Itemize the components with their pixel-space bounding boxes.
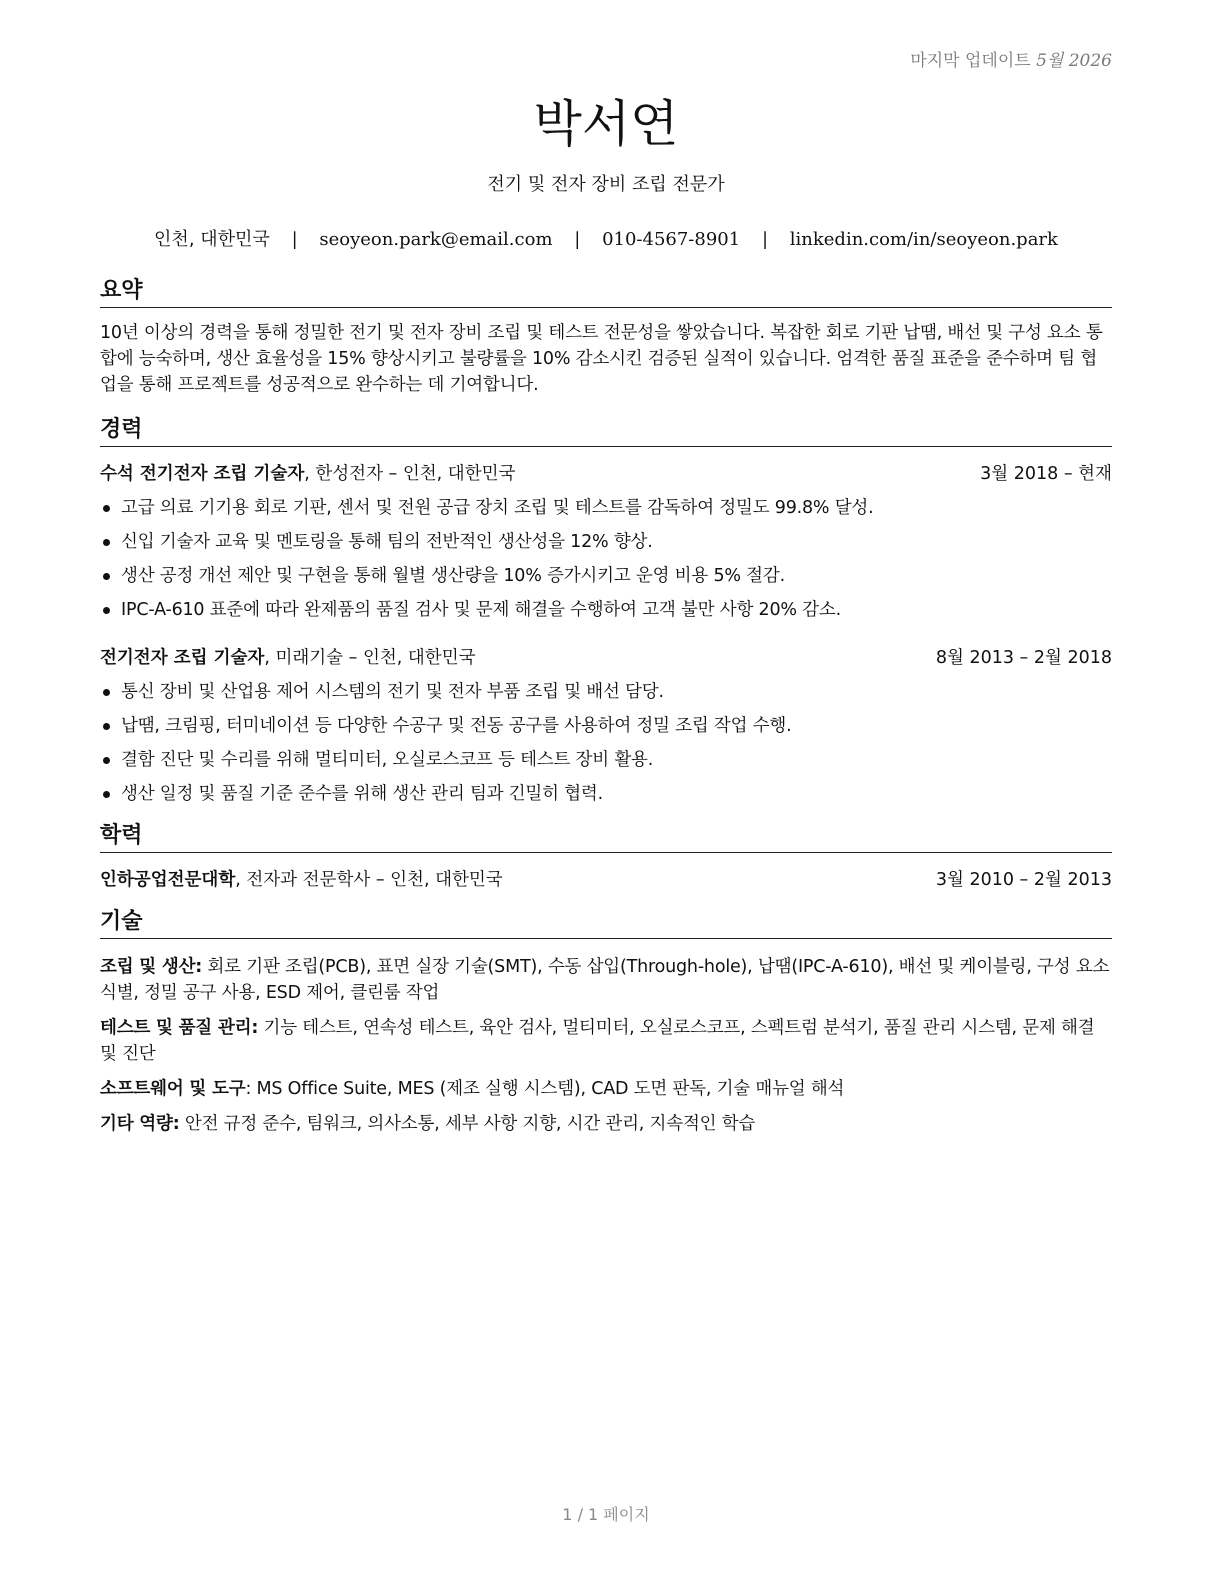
skills-section [100,908,1112,1146]
skill-label: 기타 역량: [100,1114,180,1134]
job-company: , 한성전자 – 인천, 대한민국 [304,464,516,484]
job-bullet: 통신 장비 및 산업용 제어 시스템의 전기 및 전자 부품 조립 및 배선 담당. [100,675,1112,709]
contact-separator: | [574,229,581,250]
job-bullet: 납땜, 크림핑, 터미네이션 등 다양한 수공구 및 전동 공구를 사용하여 정밀 조립 작업 수행. [100,709,1112,743]
skill-text: 안전 규정 준수, 팀워크, 의사소통, 세부 사항 지향, 시간 관리, 지속적인 학습 [179,1114,756,1134]
summary-section [100,277,1112,398]
summary-title: 요약 [100,277,1112,308]
skill-item [100,954,1112,1006]
skill-item [100,1111,1112,1137]
job-bullets [100,675,1112,811]
contact-linkedin-link[interactable]: linkedin.com/in/seoyeon.park [789,229,1058,250]
job-dates: 3월 2018 – 현재 [980,464,1112,484]
job-bullet: 생산 일정 및 품질 기준 준수를 위해 생산 관리 팀과 긴밀히 협력. [100,777,1112,811]
resume-page [100,0,1112,1584]
job-bullet: IPC-A-610 표준에 따라 완제품의 품질 검사 및 문제 해결을 수행하여 고객 불만 사항 20% 감소. [100,593,1112,627]
skills-list [100,954,1112,1137]
contact-phone: 010-4567-8901 [602,229,741,250]
contact-email-link[interactable]: seoyeon.park@email.com [319,229,553,250]
skill-label: 소프트웨어 및 도구 [100,1079,246,1099]
job-header [100,461,1112,487]
job-bullets [100,491,1112,627]
job-dates: 8월 2013 – 2월 2018 [935,648,1112,668]
job-bullet: 고급 의료 기기용 회로 기판, 센서 및 전원 공급 장치 조립 및 테스트를 감독하여 정밀도 99.8% 달성. [100,491,1112,525]
job-bullet: 생산 공정 개선 제안 및 구현을 통해 월별 생산량을 10% 증가시키고 운영 비용 5% 절감. [100,559,1112,593]
education-dates: 3월 2010 – 2월 2013 [935,870,1112,890]
job-entry [100,645,1112,811]
contact-separator: | [291,229,298,250]
job-bullet: 결함 진단 및 수리를 위해 멀티미터, 오실로스코프 등 테스트 장비 활용. [100,743,1112,777]
last-updated [910,46,1112,71]
last-updated-year: 2026 [1068,51,1112,71]
contact-separator: | [761,229,769,250]
last-updated-label: 마지막 업데이트 [910,51,1031,71]
skill-text: : MS Office Suite, MES (제조 실행 시스템), CAD 도면 판독, 기술 매뉴얼 해석 [245,1079,845,1099]
page-indicator: 1 / 1 페이지 [562,1505,650,1524]
experience-title: 경력 [100,416,1112,447]
job-bullet: 신입 기술자 교육 및 멘토링을 통해 팀의 전반적인 생산성을 12% 향상. [100,525,1112,559]
skill-text: 회로 기판 조립(PCB), 표면 실장 기술(SMT), 수동 삽입(Through-hole), 납땜(IPC-A-610), 배선 및 케이블링, 구성 요소 식별, 정밀 공구 사용, ESD 제어, 클린룸 작업 [100,957,1110,1003]
job-role: 전기전자 조립 기술자 [100,648,265,668]
skill-label: 조립 및 생산: [100,957,203,977]
skill-text: 기능 테스트, 연속성 테스트, 육안 검사, 멀티미터, 오실로스코프, 스펙트럼 분석기, 품질 관리 시스템, 문제 해결 및 진단 [100,1018,1095,1064]
skill-label: 테스트 및 품질 관리: [100,1018,259,1038]
job-company: , 미래기술 – 인천, 대한민국 [264,648,476,668]
contact-location: 인천, 대한민국 [154,229,270,250]
candidate-name: 박서연 [533,95,679,153]
headline: 전기 및 전자 장비 조립 전문가 [487,174,725,195]
education-detail: , 전자과 전문학사 – 인천, 대한민국 [235,870,503,890]
contact-line [100,225,1112,251]
skill-item [100,1015,1112,1067]
summary-text: 10년 이상의 경력을 통해 정밀한 전기 및 전자 장비 조립 및 테스트 전문성을 쌓았습니다. 복잡한 회로 기판 납땜, 배선 및 구성 요소 통합에 능숙하며, 생산 효율성을 15% 향상시키고 불량률을 10% 감소시킨 검증된 실적이 있습니다. 엄격한 품질 표준을 준수하며 팀 협업을 통해 프로젝트를 성공적으로 완수하는 데 기여합니다. [100,323,1103,395]
education-entry [100,867,1112,893]
education-title: 학력 [100,822,1112,853]
skills-title: 기술 [100,908,1112,939]
job-entry [100,461,1112,627]
last-updated-month: 5월 [1036,51,1064,71]
education-school: 인하공업전문대학 [100,870,236,890]
job-header [100,645,1112,671]
skill-item [100,1076,1112,1102]
job-role: 수석 전기전자 조립 기술자 [100,464,305,484]
education-section [100,822,1112,893]
experience-section [100,416,1112,811]
